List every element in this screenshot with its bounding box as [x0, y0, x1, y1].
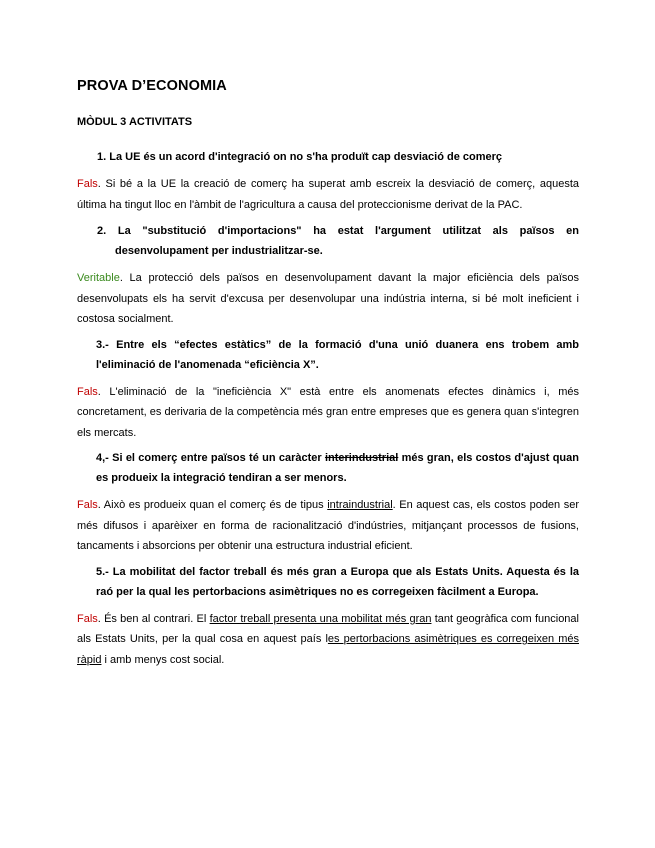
verdict-4: Fals	[77, 499, 98, 511]
verdict-3: Fals	[77, 385, 98, 398]
question-5: 5.- La mobilitat del factor treball és més gran a Europa que als Estats Units. Aquesta és la raó per la qual les pertorbacions asimètriques no es corregeixen fàcilment a Europa.	[96, 565, 579, 598]
question-2: 2. La "substitució d'importacions" ha estat l'argument utilitzat als països en desenvolupament per industrialitzar-se.	[97, 225, 579, 257]
page-title: PROVA D’ECONOMIA	[77, 78, 227, 94]
answer-5-part-c: i amb menys cost social.	[101, 653, 225, 666]
answer-5-part-a: . És ben al contrari. El	[97, 612, 210, 625]
answer-3-text: . L'eliminació de la "ineficiència X" està entre els anomenats efectes dinàmics i, més concretament, es derivaria de la competència més gran entre empreses que es genera quan s'integren els mercats.	[77, 385, 579, 439]
answer-2	[77, 268, 579, 330]
answer-5-underline-1: factor treball presenta una mobilitat més gran	[209, 612, 432, 625]
question-1: 1. La UE és un acord d'integració on no s'ha produït cap desviació de comerç	[97, 151, 502, 163]
module-heading: MÒDUL 3 ACTIVITATS	[77, 116, 193, 128]
answer-5-underline-2: es pertorbacions asimètriques es corregeixen més ràpid	[77, 633, 579, 666]
answer-4	[77, 495, 579, 557]
question-4-strikethrough: interindustrial	[324, 452, 399, 464]
answer-1	[77, 174, 579, 215]
question-3: 3.- Entre els “efectes estàtics” de la formació d'una unió duanera ens trobem amb l'eliminació de l'anomenada “eficiència X”.	[96, 338, 579, 371]
answer-4-part-a: . Això es produeix quan el comerç és de tipus	[97, 499, 328, 511]
question-4	[77, 448, 579, 488]
answer-3	[77, 382, 579, 444]
verdict-1: Fals	[77, 178, 98, 190]
answer-1-text: . Si bé a la UE la creació de comerç ha superat amb escreix la desviació de comerç, aquesta última ha tingut lloc en l'àmbit de l'agricultura a causa del proteccionisme derivat de la PAC.	[77, 178, 579, 211]
question-4-part-a: 4,- Si el comerç entre països té un caràcter	[96, 452, 325, 464]
answer-4-underline: intraindustrial	[327, 499, 393, 511]
question-4-part-b: més gran, els costos d'ajust quan es produeix la integració tendiran a ser menors.	[96, 452, 579, 484]
answer-5	[77, 609, 579, 671]
answer-5-part-b: tant geogràfica com funcional als Estats Units, per la qual cosa en aquest país l	[77, 612, 579, 645]
verdict-2: Veritable	[77, 272, 120, 284]
answer-2-text: . La protecció dels països en desenvolupament davant la major eficiència dels països desenvolupats els ha servit d'excusa per desenvolupar una indústria interna, si bé molt ineficient i costosa socialment.	[77, 272, 579, 325]
answer-4-part-b: . En aquest cas, els costos poden ser més difusos i aparèixer en forma de racionalització d'indústries, mitjançant processos de fusions, tancaments i absorcions per obtenir una estructura industrial eficient.	[77, 499, 580, 552]
verdict-5: Fals	[77, 612, 98, 625]
